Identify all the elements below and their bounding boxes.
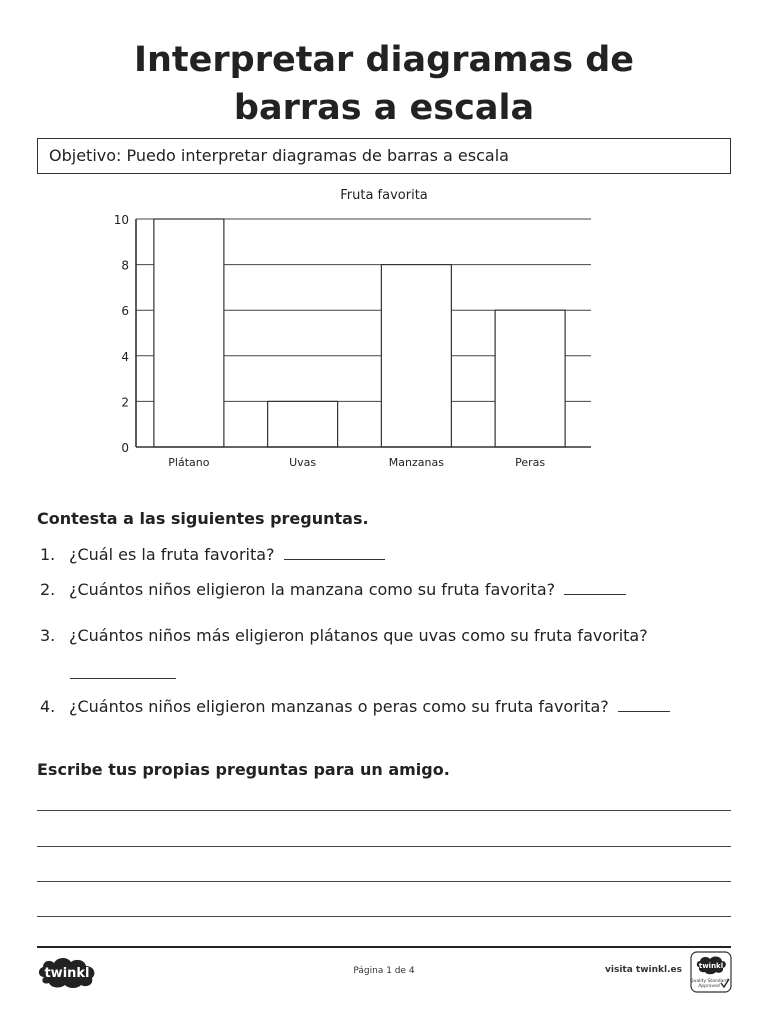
x-axis-ticks [168,456,545,469]
question-3 [40,626,648,645]
y-tick-label: 6 [121,304,129,319]
bar-1 [268,401,338,447]
chart-bars [154,219,565,447]
visit-link[interactable]: visita twinkl.es [605,965,682,975]
x-tick-label: Uvas [289,456,317,469]
y-axis-ticks [114,213,129,455]
footer-divider [37,946,731,948]
questions-heading: Contesta a las siguientes preguntas. [37,509,369,528]
answer-blank-4[interactable] [618,698,670,712]
bar-chart [0,180,768,480]
logo-text: twinkl [44,966,90,981]
answer-blank-2[interactable] [564,581,626,595]
quality-badge [690,951,732,993]
y-tick-label: 8 [121,258,129,273]
title-line-1: Interpretar diagramas de [133,40,634,80]
question-2 [40,580,626,599]
y-tick-label: 0 [121,441,129,455]
question-1 [40,545,385,564]
bar-2 [381,265,451,447]
question-number: 1. [40,545,56,564]
question-text: ¿Cuántos niños eligieron manzanas o peras como su fruta favorita? [69,697,609,716]
y-tick-label: 4 [121,349,129,364]
bar-0 [154,219,224,447]
y-tick-label: 2 [121,395,129,410]
writing-line[interactable] [37,810,731,811]
bar-3 [495,310,565,447]
x-tick-label: Peras [515,456,546,469]
question-4 [40,697,670,716]
answer-blank-1[interactable] [284,546,385,560]
answer-blank-3[interactable] [70,665,176,679]
chart-title: Fruta favorita [340,188,428,203]
x-tick-label: Manzanas [388,456,444,469]
writing-line[interactable] [37,916,731,917]
question-text: ¿Cuál es la fruta favorita? [69,545,275,564]
writing-line[interactable] [37,846,731,847]
x-tick-label: Plátano [168,456,210,469]
question-text: ¿Cuántos niños más eligieron plátanos que uvas como su fruta favorita? [69,626,648,645]
question-text: ¿Cuántos niños eligieron la manzana como su fruta favorita? [69,580,556,599]
badge-brand: twinkl [698,962,724,970]
question-number: 4. [40,697,56,716]
y-tick-label: 10 [113,213,129,227]
question-number: 2. [40,580,56,599]
question-number: 3. [40,626,56,645]
own-questions-heading: Escribe tus propias preguntas para un amigo. [37,760,450,779]
badge-text-1: Quality Standard [690,979,728,984]
writing-line[interactable] [37,881,731,882]
page-number: Página 1 de 4 [353,966,415,976]
badge-text-2: Approved [698,984,720,989]
page-title [0,36,768,132]
objective-box: Objetivo: Puedo interpretar diagramas de barras a escala [37,138,731,174]
title-line-2: barras a escala [233,88,535,128]
